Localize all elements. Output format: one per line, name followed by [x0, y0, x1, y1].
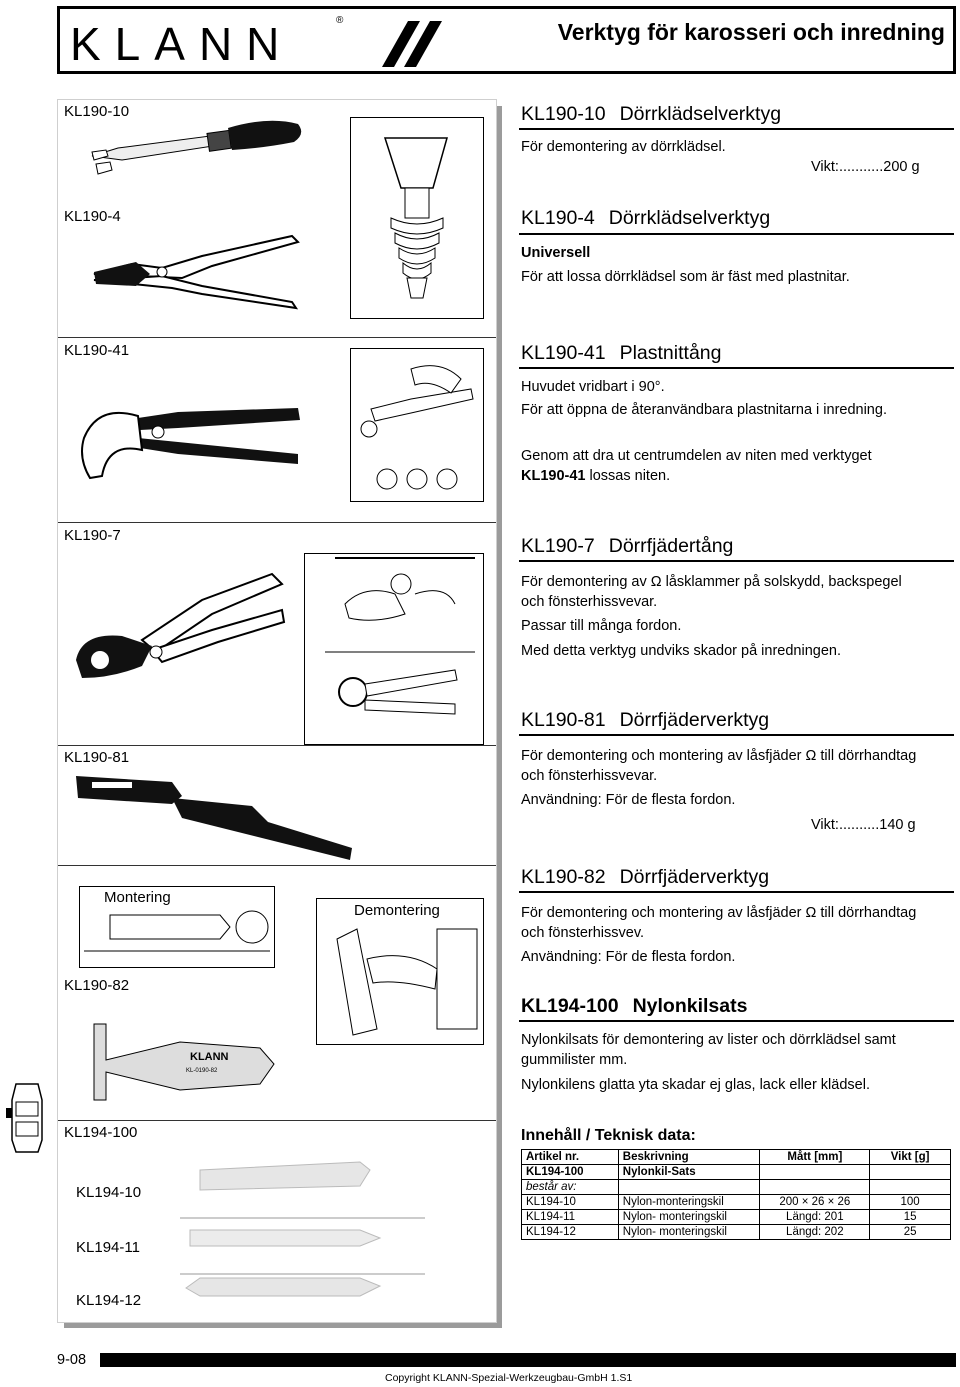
s4-text1b: och fönsterhissvevar.: [521, 594, 658, 610]
kl190-7-usage-drawing: [304, 553, 484, 745]
s5-text2: Användning: För de flesta fordon.: [521, 792, 736, 808]
label-kl194-12: KL194-12: [76, 1292, 142, 1309]
section-rule: [519, 233, 954, 235]
section-code: KL190-82: [521, 866, 606, 888]
cell-empty: [870, 1180, 951, 1195]
s2-subtitle: Universell: [521, 245, 591, 261]
section-name: Plastnittång: [619, 342, 722, 364]
demontering-drawing: [316, 898, 484, 1045]
s1-text1: För demontering av dörrklädsel.: [521, 139, 726, 155]
table-row: [522, 1210, 951, 1225]
page-title: Verktyg för karosseri och inredning: [557, 19, 945, 45]
section-name: Dörrfjäderverktyg: [619, 866, 770, 888]
table-header-row: [522, 1150, 951, 1165]
svg-text:KL-0190-82: KL-0190-82: [186, 1068, 218, 1074]
s3-text3b-rest: lossas niten.: [585, 468, 671, 484]
kl190-7-pliers-image: [72, 570, 292, 685]
kl190-82-tool-image: [90, 1020, 280, 1105]
cell-article: KL194-100: [522, 1165, 619, 1180]
cell-weight: 15: [870, 1210, 951, 1225]
weight-label: Vikt:: [811, 817, 839, 833]
weight-dots: ..........: [838, 817, 880, 833]
section-code: KL190-81: [521, 709, 606, 731]
cell-weight: 25: [870, 1225, 951, 1240]
s6-text2: Användning: För de flesta fordon.: [521, 949, 736, 965]
section-code: KL190-10: [521, 103, 606, 125]
section-title-kl190-10: [521, 103, 781, 126]
s4-text3: Med detta verktyg undviks skador på inredningen.: [521, 643, 841, 659]
footer-bar: [100, 1353, 956, 1367]
s2-text1: För att lossa dörrklädsel som är fäst med plastnitar.: [521, 269, 850, 285]
panel-divider: [58, 337, 496, 338]
cell-article: KL194-12: [522, 1225, 619, 1240]
cell-weight: 100: [870, 1195, 951, 1210]
label-kl190-81: KL190-81: [64, 749, 130, 766]
s3-text2: För att öppna de återanvändbara plastnitarna i inredning.: [521, 402, 887, 418]
col-header-dimensions: Mått [mm]: [760, 1150, 870, 1165]
section-code: KL190-4: [521, 207, 595, 229]
col-header-weight: Vikt [g]: [870, 1150, 951, 1165]
s6-text1b: och fönsterhissvev.: [521, 925, 645, 941]
table-row: [522, 1180, 951, 1195]
label-kl190-82: KL190-82: [64, 977, 130, 994]
weight-dots: ...........: [838, 159, 884, 175]
section-name: Dörrklädselverktyg: [619, 103, 782, 125]
klann-logo: KLANN: [70, 18, 294, 70]
weight-value: 140 g: [879, 817, 916, 833]
cell-weight: [870, 1165, 951, 1180]
cell-empty: [760, 1180, 870, 1195]
panel-divider: [58, 745, 496, 746]
logo-stripes-icon: [360, 17, 450, 69]
s7-text2: Nylonkilens glatta yta skadar ej glas, lack eller klädsel.: [521, 1077, 870, 1093]
cell-description: Nylon- monteringskil: [618, 1210, 760, 1225]
kl190-41-usage-drawing: [350, 348, 484, 502]
section-rule: [519, 1020, 954, 1022]
section-rule: [519, 560, 954, 562]
kl190-41-pliers-image: [78, 398, 303, 480]
section-title-kl190-7: [521, 535, 733, 558]
tool-reference: KL190-41: [521, 468, 586, 484]
page-header: [57, 6, 956, 74]
section-title-kl194-100: [521, 995, 747, 1018]
section-code: KL190-7: [521, 535, 595, 557]
panel-divider: [58, 522, 496, 523]
section-rule: [519, 734, 954, 736]
cell-consists-of: består av:: [522, 1180, 619, 1195]
kl190-10-tool-image: [88, 118, 308, 180]
spec-table: [521, 1149, 951, 1240]
col-header-description: Beskrivning: [618, 1150, 760, 1165]
spec-heading: Innehåll / Teknisk data:: [521, 1127, 696, 1144]
label-kl190-10: KL190-10: [64, 103, 130, 120]
section-title-kl190-4: [521, 207, 770, 230]
s5-weight: [811, 817, 916, 833]
weight-value: 200 g: [883, 159, 920, 175]
cell-description: Nylonkil-Sats: [618, 1165, 760, 1180]
cell-empty: [618, 1180, 760, 1195]
cell-article: KL194-11: [522, 1210, 619, 1225]
s4-text1: För demontering av Ω låsklammer på solskydd, backspegel: [521, 574, 902, 590]
s3-text1: Huvudet vridbart i 90°.: [521, 379, 665, 395]
s5-text1b: och fönsterhissvevar.: [521, 768, 658, 784]
table-row: [522, 1165, 951, 1180]
s1-weight: [811, 159, 920, 175]
page-number: 9-08: [57, 1352, 87, 1368]
label-kl194-11: KL194-11: [76, 1239, 140, 1256]
copyright: Copyright KLANN-Spezial-Werkzeugbau-GmbH 1.S1: [385, 1372, 633, 1384]
cell-description: Nylon-monteringskil: [618, 1195, 760, 1210]
s3-text3b: [521, 466, 670, 486]
section-rule: [519, 128, 954, 130]
section-title-kl190-41: [521, 342, 721, 365]
label-kl194-100: KL194-100: [64, 1124, 138, 1141]
panel-divider: [58, 1120, 496, 1121]
section-code: KL190-41: [521, 342, 606, 364]
demontering-label: Demontering: [354, 902, 440, 919]
s6-text1: För demontering och montering av låsfjäder Ω till dörrhandtag: [521, 905, 917, 921]
cell-dimensions: Längd: 201: [760, 1210, 870, 1225]
table-row: [522, 1225, 951, 1240]
cell-dimensions: 200 × 26 × 26: [760, 1195, 870, 1210]
s3-text3a: Genom att dra ut centrumdelen av niten med verktyget: [521, 448, 872, 464]
kl190-4-pliers-image: [92, 226, 307, 316]
section-rule: [519, 367, 954, 369]
section-name: Dörrfjädertång: [608, 535, 734, 557]
section-name: Dörrfjäderverktyg: [619, 709, 770, 731]
label-kl190-7: KL190-7: [64, 527, 121, 544]
s4-text2: Passar till många fordon.: [521, 618, 682, 634]
section-title-kl190-81: [521, 709, 769, 732]
s7-text1: Nylonkilsats för demontering av lister och dörrklädsel samt: [521, 1032, 896, 1048]
s7-text1b: gummilister mm.: [521, 1052, 628, 1068]
car-icon: [6, 1080, 48, 1154]
s5-text1: För demontering och montering av låsfjäder Ω till dörrhandtag: [521, 748, 917, 764]
cell-dimensions: [760, 1165, 870, 1180]
cell-article: KL194-10: [522, 1195, 619, 1210]
table-row: [522, 1195, 951, 1210]
svg-text:KLANN: KLANN: [190, 1051, 229, 1063]
section-code: KL194-100: [521, 995, 619, 1017]
nylon-wedges-image: [180, 1160, 430, 1310]
label-kl190-4: KL190-4: [64, 208, 121, 225]
cell-description: Nylon- monteringskil: [618, 1225, 760, 1240]
col-header-article: Artikel nr.: [522, 1150, 619, 1165]
cell-dimensions: Längd: 202: [760, 1225, 870, 1240]
panel-divider: [58, 865, 496, 866]
section-name: Dörrklädselverktyg: [608, 207, 771, 229]
label-kl190-41: KL190-41: [64, 342, 130, 359]
rivet-drawing: [350, 117, 484, 319]
section-rule: [519, 891, 954, 893]
kl190-81-tool-image: [72, 772, 357, 864]
weight-label: Vikt:: [811, 159, 839, 175]
registered-mark: ®: [336, 15, 344, 26]
montering-label: Montering: [104, 889, 171, 906]
section-name: Nylonkilsats: [632, 995, 748, 1017]
label-kl194-10: KL194-10: [76, 1184, 142, 1201]
section-title-kl190-82: [521, 866, 769, 889]
